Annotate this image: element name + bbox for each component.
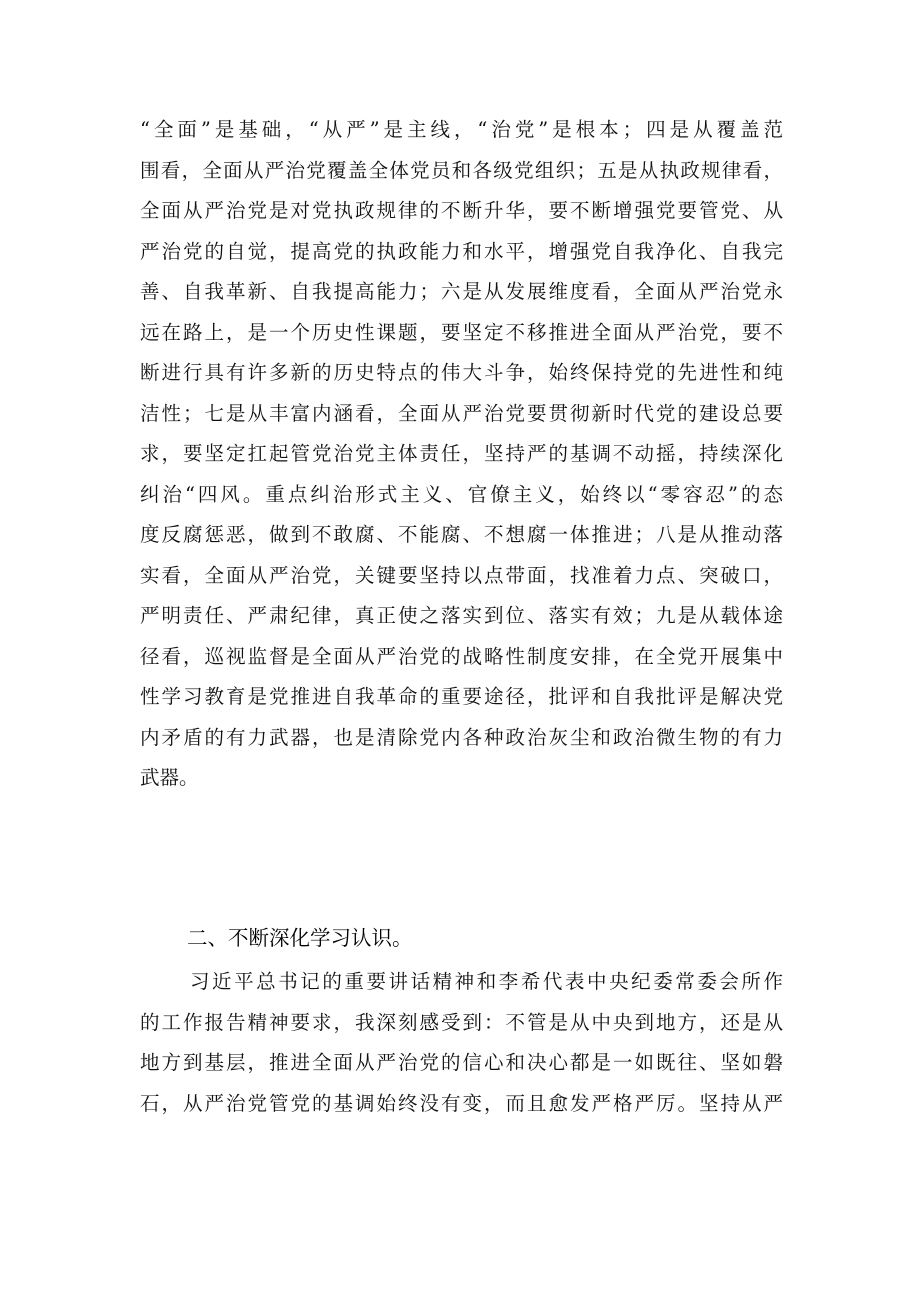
text-line: 全面从严治党是对党执政规律的不断升华，要不断增强党要管党、从 <box>140 199 783 222</box>
text-line: 内矛盾的有力武器，也是清除党内各种政治灰尘和政治微生物的有力 <box>140 725 783 749</box>
text-line: 洁性；七是从丰富内涵看，全面从严治党要贯彻新时代党的建设总要 <box>140 401 783 425</box>
text-line: 严明责任、严肃纪律，真正使之落实到位、落实有效；九是从载体途 <box>140 604 783 627</box>
text-line: 善、自我革新、自我提高能力；六是从发展维度看，全面从严治党永 <box>140 280 783 303</box>
text-line: 石，从严治党管党的基调始终没有变，而且愈发严格严厉。坚持从严 <box>140 1091 783 1115</box>
text-line: 度反腐惩恶，做到不敢腐、不能腐、不想腐一体推进；八是从推动落 <box>140 523 783 546</box>
text-line: 纠治“四风。重点纠治形式主义、官僚主义，始终以“零容忍”的态 <box>140 482 783 506</box>
section-heading: 二、不断深化学习认识。 <box>187 926 413 950</box>
text-line: 围看，全面从严治党覆盖全体党员和各级党组织；五是从执政规律看， <box>140 158 783 182</box>
body-paragraph-2 <box>140 962 783 1124</box>
text-line: 远在路上，是一个历史性课题，要坚定不移推进全面从严治党，要不 <box>140 320 783 344</box>
text-line: 求，要坚定扛起管党治党主体责任，坚持严的基调不动摇，持续深化 <box>140 442 783 465</box>
text-line: 径看，巡视监督是全面从严治党的战略性制度安排，在全党开展集中 <box>140 644 783 668</box>
text-line: 断进行具有许多新的历史特点的伟大斗争，始终保持党的先进性和纯 <box>140 361 783 384</box>
text-line: 性学习教育是党推进自我革命的重要途径，批评和自我批评是解决党 <box>140 685 783 708</box>
text-line: 武器。 <box>140 766 199 789</box>
body-paragraph-1 <box>140 110 783 799</box>
text-line: 地方到基层，推进全面从严治党的信心和决心都是一如既往、坚如磐 <box>140 1051 783 1074</box>
text-line: “全面”是基础，“从严”是主线，“治党”是根本；四是从覆盖范 <box>140 118 783 141</box>
text-line: 的工作报告精神要求，我深刻感受到：不管是从中央到地方，还是从 <box>140 1010 783 1034</box>
text-line: 习近平总书记的重要讲话精神和李希代表中央纪委常委会所作 <box>190 970 783 993</box>
text-line: 严治党的自觉，提高党的执政能力和水平，增强党自我净化、自我完 <box>140 239 783 263</box>
text-line: 实看，全面从严治党，关键要坚持以点带面，找准着力点、突破口， <box>140 563 783 587</box>
